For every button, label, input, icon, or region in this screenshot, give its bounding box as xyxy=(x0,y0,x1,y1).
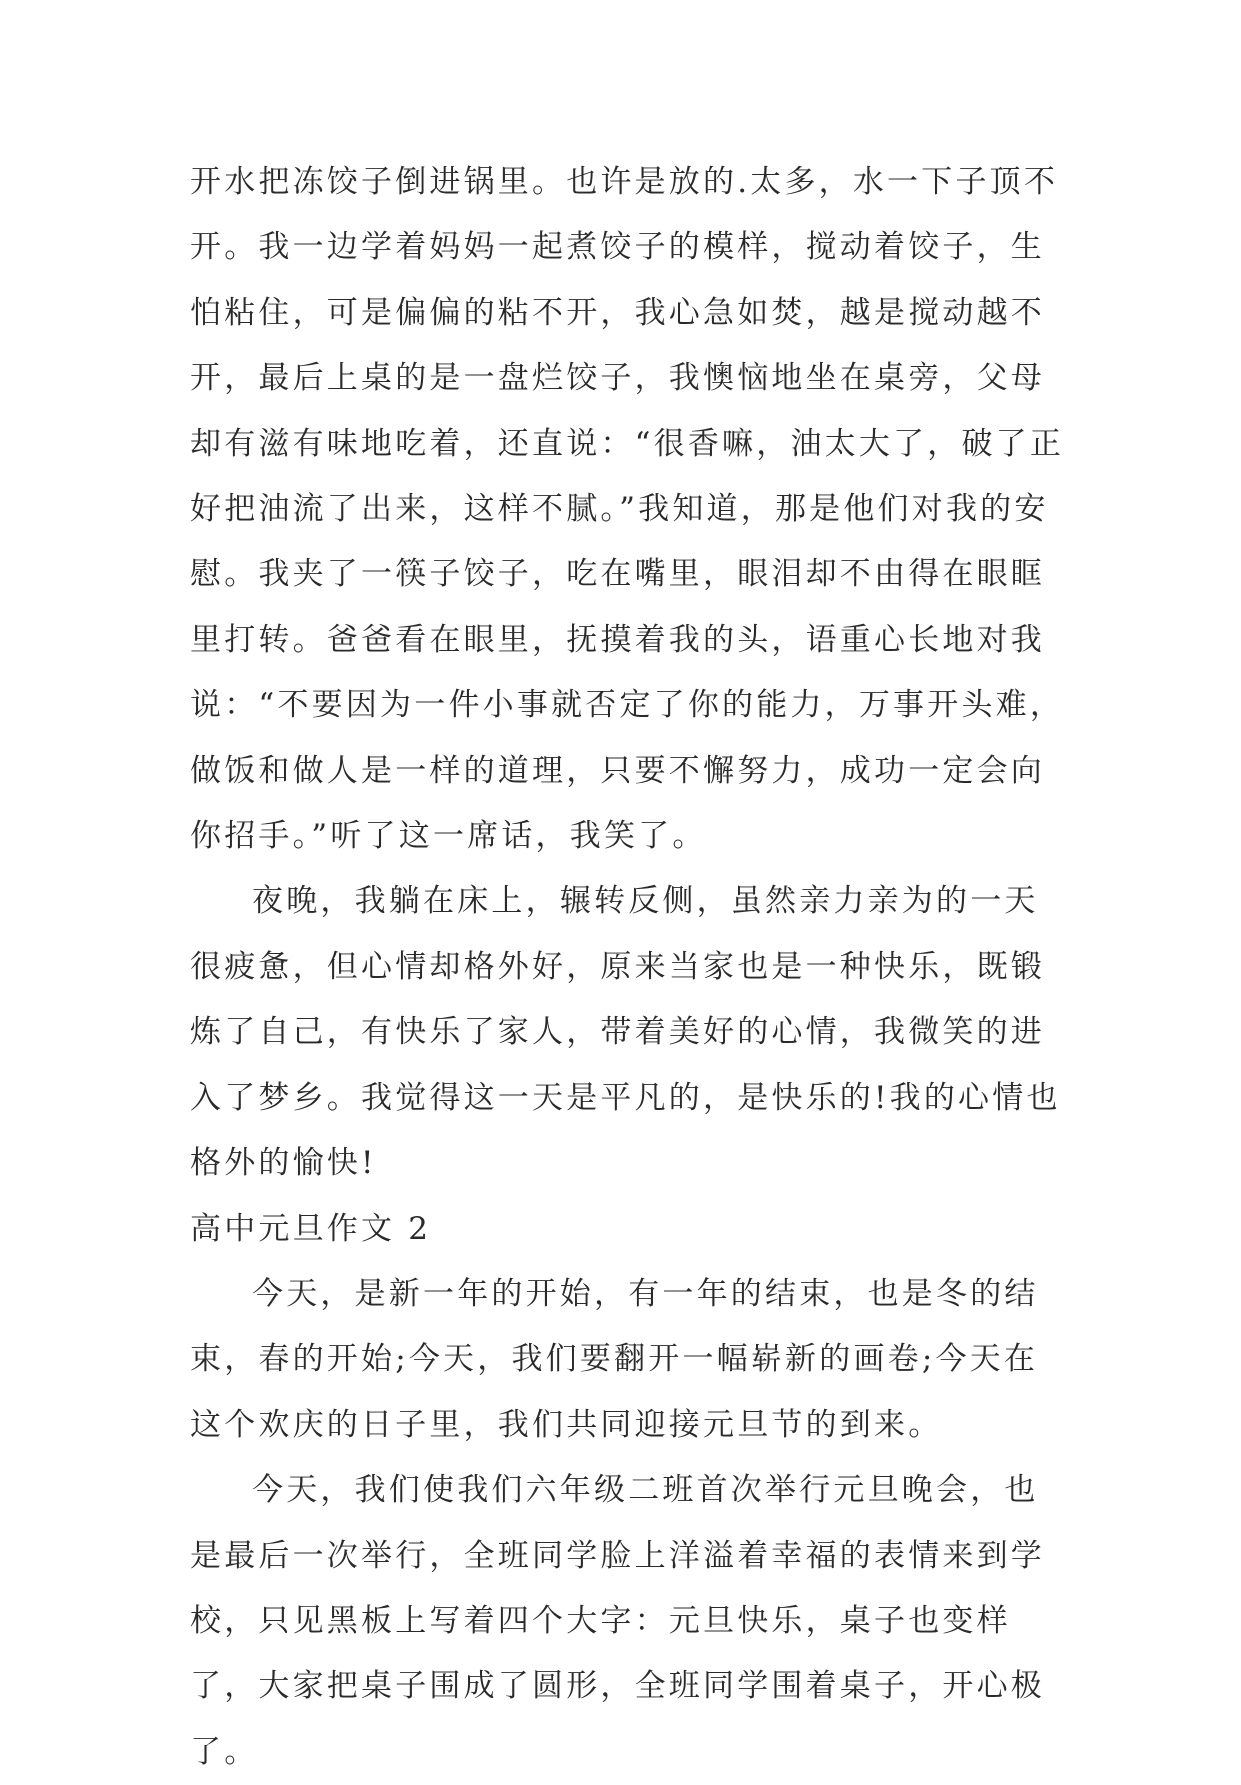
paragraph-new-year: 今天，是新一年的开始，有一年的结束，也是冬的结束，春的开始;今天，我们要翻开一幅崭新的画卷;今天在这个欢庆的日子里，我们共同迎接元旦节的到来。 xyxy=(190,1275,1039,1443)
document-body xyxy=(190,150,1070,1785)
paragraph-night: 夜晚，我躺在床上，辗转反侧，虽然亲力亲为的一天很疲惫，但心情却格外好，原来当家也是一种快乐，既锻炼了自己，有快乐了家人，带着美好的心情，我微笑的进入了梦乡。我觉得这一天是平凡的，是快乐的!我的心情也格外的愉快! xyxy=(190,883,1061,1182)
paragraph-class-party: 今天，我们使我们六年级二班首次举行元旦晚会，也是最后一次举行，全班同学脸上洋溢着幸福的表情来到学校，只见黑板上写着四个大字：元旦快乐，桌子也变样了，大家把桌子围成了圆形，全班同学围着桌子，开心极了。 xyxy=(190,1472,1045,1770)
section-heading: 高中元旦作文 2 xyxy=(190,1210,432,1247)
paragraph-continued: 开水把冻饺子倒进锅里。也许是放的.太多，水一下子顶不开。我一边学着妈妈一起煮饺子的模样，搅动着饺子，生怕粘住，可是偏偏的粘不开，我心急如焚，越是搅动越不开，最后上桌的是一盘烂饺子，我懊恼地坐在桌旁，父母却有滋有味地吃着，还直说：“很香嘛，油太大了，破了正好把油流了出来，这样不腻。”我知道，那是他们对我的安慰。我夹了一筷子饺子，吃在嘴里，眼泪却不由得在眼眶里打转。爸爸看在眼里，抚摸着我的头，语重心长地对我说：“不要因为一件小事就否定了你的能力，万事开头难，做饭和做人是一样的道理，只要不懈努力，成功一定会向你招手。”听了这一席话，我笑了。 xyxy=(190,164,1065,855)
